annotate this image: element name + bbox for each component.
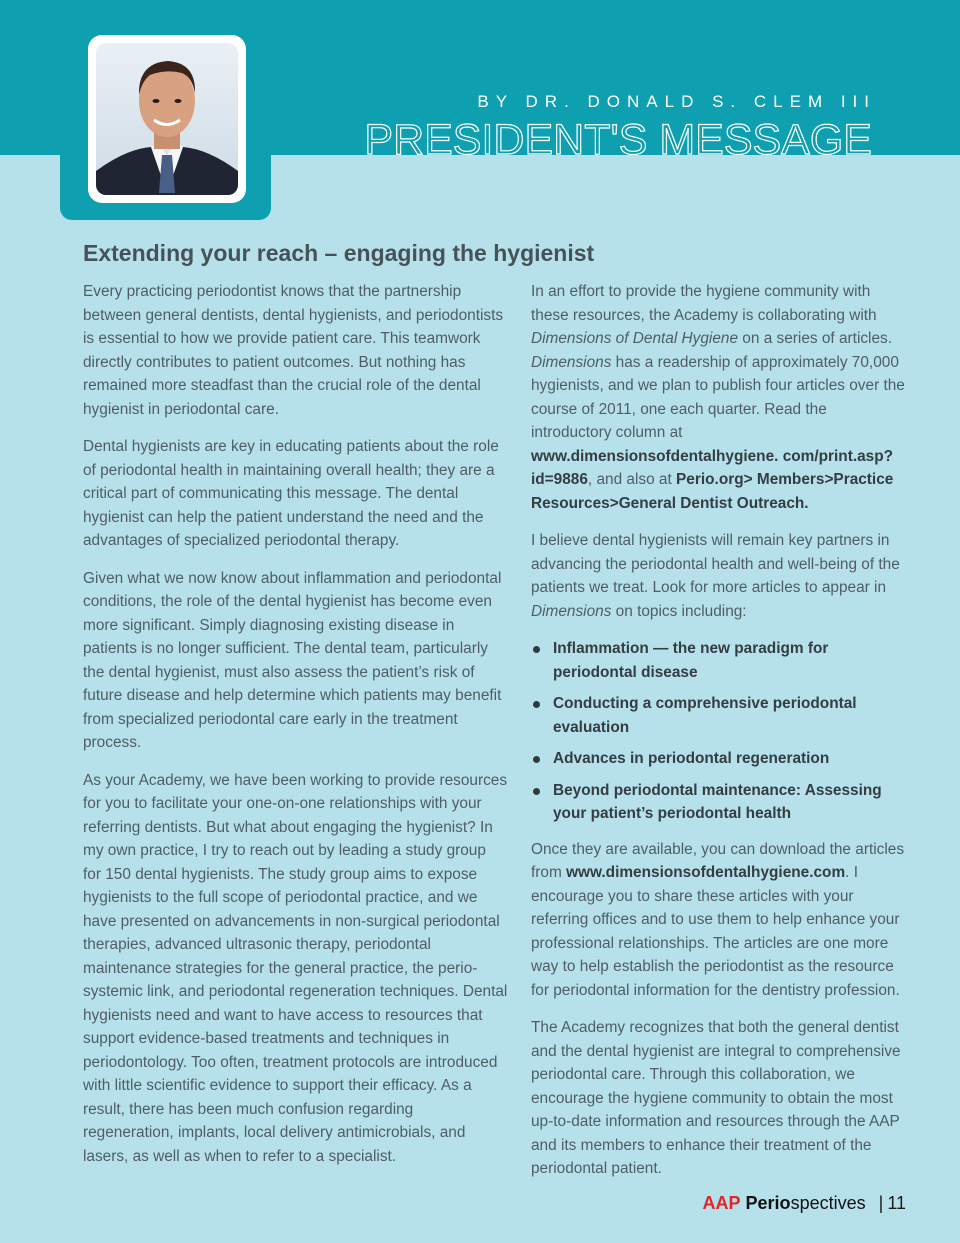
text-run: on a series of articles. bbox=[738, 330, 893, 347]
list-item: Conducting a comprehensive periodontal evaluation bbox=[531, 692, 911, 739]
page-title: PRESIDENT'S MESSAGE bbox=[364, 116, 872, 155]
topic-list bbox=[531, 637, 911, 826]
byline: BY DR. DONALD S. CLEM III bbox=[477, 92, 876, 111]
list-item: Advances in periodontal regeneration bbox=[531, 747, 911, 771]
list-item: Beyond periodontal maintenance: Assessing your patient’s periodontal health bbox=[531, 779, 911, 826]
brand-perio: Perio bbox=[745, 1193, 791, 1213]
journal-title: Dimensions of Dental Hygiene bbox=[531, 330, 739, 347]
text-run: . I encourage you to share these articles with your referring offices and to use them to help enhance your professional relationships. The articles are one more way to help establish the periodontist as the resource for periodontal information for the dentistry profession. bbox=[531, 864, 900, 999]
paragraph bbox=[531, 838, 911, 1003]
portrait-illustration bbox=[96, 43, 238, 195]
journal-short-title: Dimensions bbox=[531, 353, 612, 371]
text-run: In an effort to provide the hygiene community with these resources, the Academy is collaborating with bbox=[531, 283, 877, 324]
brand-logo-aap: AAP bbox=[702, 1193, 741, 1213]
footer-separator: | bbox=[878, 1193, 884, 1213]
article-url-link[interactable]: www.dimensionsofdentalhygiene. com/print.asp?id=9886 bbox=[531, 447, 894, 488]
page-number: 11 bbox=[887, 1193, 906, 1213]
text-run: Once they are available, you can download the articles from bbox=[531, 840, 905, 881]
brand-spectives: spectives bbox=[790, 1193, 866, 1213]
paragraph bbox=[531, 280, 911, 515]
paragraph: Dental hygienists are key in educating patients about the role of periodontal health in maintaining overall health; they are a critical part of communicating this message. The dental hygienist can help the patient understand the need and the advantages of specialized periodontal therapy. bbox=[83, 438, 499, 549]
list-item: Inflammation — the new paradigm for periodontal disease bbox=[531, 637, 911, 684]
journal-short-title: Dimensions bbox=[531, 602, 612, 620]
paragraph bbox=[531, 529, 911, 623]
paragraph: As your Academy, we have been working to provide resources for you to facilitate your one-on-one relationships with your referring dentists. But what about engaging the hygienist? In my own practice, I try to reach out by leading a study group for 150 dental hygienists. The study group aims to expose hygienists to the full scope of periodontal practice, and we have presented on advancements in non-surgical periodontal therapies, advanced ultrasonic therapy, periodontal maintenance strategies for the general practice, the perio-systemic link, and periodontal regeneration techniques. Dental hygienists need and want to have access to resources that support evidence-based treatments and techniques in periodontology. Too often, treatment protocols are introduced with little scientific evidence to support their efficacy. As a result, there has been much confusion regarding regeneration, implants, local delivery antimicrobials, and lasers, as well as when to refer to a specialist. bbox=[83, 771, 508, 1165]
article-title: Extending your reach – engaging the hygienist bbox=[83, 240, 595, 266]
text-run: , and also at bbox=[587, 471, 677, 488]
site-path-link[interactable]: Perio.org> Members>Practice Resources>General Dentist Outreach. bbox=[531, 471, 894, 512]
text-run: I believe dental hygienists will remain key partners in advancing the periodontal health and well-being of the patients we treat. Look for more articles to appear in bbox=[531, 532, 900, 596]
left-column bbox=[83, 280, 508, 1182]
page-footer bbox=[703, 1193, 907, 1214]
text-run: has a readership of approximately 70,000 hygienists, and we plan to publish four articles over the course of 2011, one each quarter. Read the introductory column at bbox=[531, 353, 905, 441]
paragraph: Given what we now know about inflammation and periodontal conditions, the role of the dental hygienist has become even more significant. Simply diagnosing existing disease in patients is no longer sufficient. The dental team, particularly the dental hygienist, must also assess the patient’s risk of future disease and help determine which patients may benefit from specialized periodontal care early in the treatment process. bbox=[83, 569, 502, 751]
paragraph: The Academy recognizes that both the general dentist and the dental hygienist are integral to comprehensive periodontal care. Through this collaboration, we encourage the hygiene community to obtain the most up-to-date information and resources through the AAP and its members to enhance their treatment of the periodontal patient. bbox=[531, 1019, 901, 1177]
text-run: on topics including: bbox=[611, 602, 747, 620]
paragraph: Every practicing periodontist knows that the partnership between general dentists, dental hygienists, and periodontists is essential to how we provide patient care. This teamwork directly contributes to patient outcomes. But nothing has remained more steadfast than the crucial role of the dental hygienist in periodontal care. bbox=[83, 283, 504, 418]
author-photo bbox=[96, 43, 238, 195]
right-column bbox=[531, 280, 911, 1195]
website-link[interactable]: www.dimensionsofdentalhygiene.com bbox=[566, 864, 846, 881]
